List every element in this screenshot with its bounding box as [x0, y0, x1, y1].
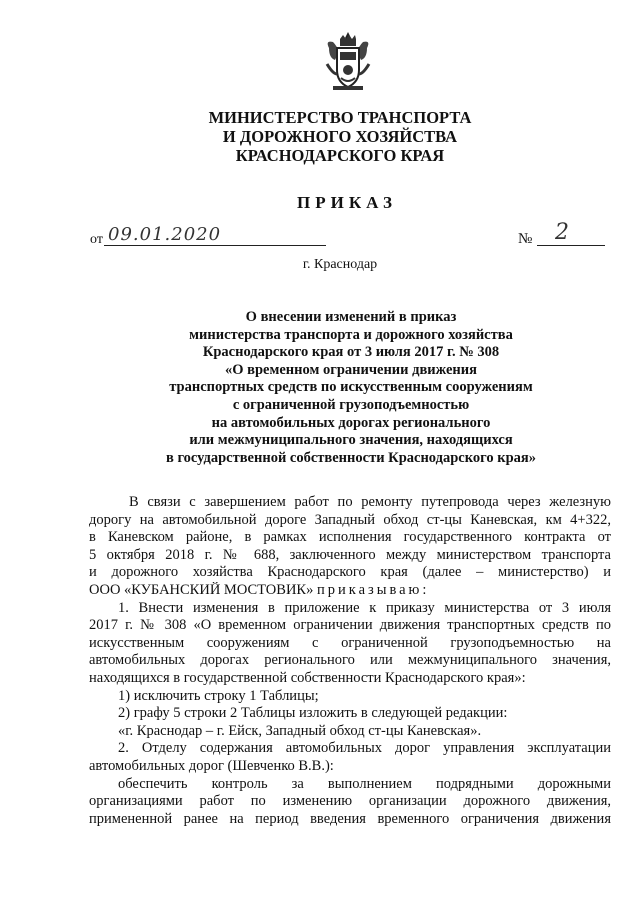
body-line: В связи с завершением работ по ремонту путепровода через железную [129, 494, 611, 510]
date-underline [104, 245, 326, 246]
subject-line: с ограниченной грузоподъемностью [232, 396, 470, 413]
body-line: и дорожного хозяйства Краснодарского края (далее – министерство) и [89, 564, 611, 581]
order-title: ПРИКАЗ [297, 193, 397, 212]
subject-line: О внесении изменений в приказ [245, 309, 457, 325]
body-line: примененной ранее на период введения временного ограничения движения [89, 810, 611, 827]
handwritten-date: 09.01.2020 [108, 224, 222, 245]
order-date-number-row [90, 220, 610, 250]
body-line: автомобильных дорогах регионального или межмуниципального значения, [89, 652, 611, 669]
body-line [89, 582, 611, 600]
ministry-line-3: КРАСНОДАРСКОГО КРАЯ [235, 146, 445, 165]
subject-line: на автомобильных дорогах регионального [211, 414, 491, 431]
subject-line: в государственной собственности Краснодарского края» [166, 449, 536, 466]
body-line: 2017 г. № 308 «О временном ограничении движения транспортных средств по [89, 617, 611, 634]
city-label: г. Краснодар [302, 257, 378, 272]
order-body-text [89, 494, 611, 828]
subject-line: «О временном ограничении движения [225, 361, 477, 378]
body-line: 5 октября 2018 г. № 688, заключенного между министерством транспорта [89, 546, 611, 563]
body-line: дорогу на автомобильной дороге Западный обход ст-цы Каневская, км 4+322, [89, 511, 611, 528]
body-line: в Каневском районе, в рамках исполнения государственного контракта от [89, 529, 611, 546]
number-label: № [518, 231, 533, 247]
order-verb: приказываю: [316, 581, 430, 598]
body-line: 1) исключить строку 1 Таблицы; [118, 687, 319, 704]
ministry-name [0, 108, 640, 165]
contractor-name: ООО «КУБАНСКИЙ МОСТОВИК» [89, 581, 314, 598]
body-line: 2. Отделу содержания автомобильных дорог управления эксплуатации [118, 740, 611, 757]
subject-line: или межмуниципального значения, находящихся [189, 432, 513, 449]
body-line: обеспечить контроль за выполнением подрядными дорожными [118, 775, 611, 792]
body-line: 2) графу 5 строки 2 Таблицы изложить в следующей редакции: [118, 705, 508, 722]
date-prefix: от [90, 232, 103, 247]
body-line: организациями работ по изменению организации дорожного движения, [89, 793, 611, 810]
body-line: автомобильных дорог (Шевченко В.В.): [89, 757, 334, 774]
subject-line: транспортных средств по искусственным сооружениям [169, 379, 533, 396]
coat-of-arms-icon [323, 30, 373, 92]
ministry-line-2: И ДОРОЖНОГО ХОЗЯЙСТВА [222, 127, 458, 146]
body-line: «г. Краснодар – г. Ейск, Западный обход ст-цы Каневская». [118, 722, 482, 739]
ministry-line-1: МИНИСТЕРСТВО ТРАНСПОРТА [208, 108, 472, 127]
subject-line: министерства транспорта и дорожного хозяйства [189, 326, 513, 343]
handwritten-number: 2 [555, 220, 569, 245]
number-underline [537, 245, 605, 246]
body-line: находящихся в государственной собственности Краснодарского края»: [89, 669, 526, 686]
subject-line: Краснодарского края от 3 июля 2017 г. № 308 [202, 344, 500, 361]
order-subject [0, 309, 640, 467]
body-line: 1. Внести изменения в приложение к приказу министерства от 3 июля [118, 599, 611, 616]
body-line: искусственным сооружениям с ограниченной грузоподъемностью на [89, 634, 611, 651]
